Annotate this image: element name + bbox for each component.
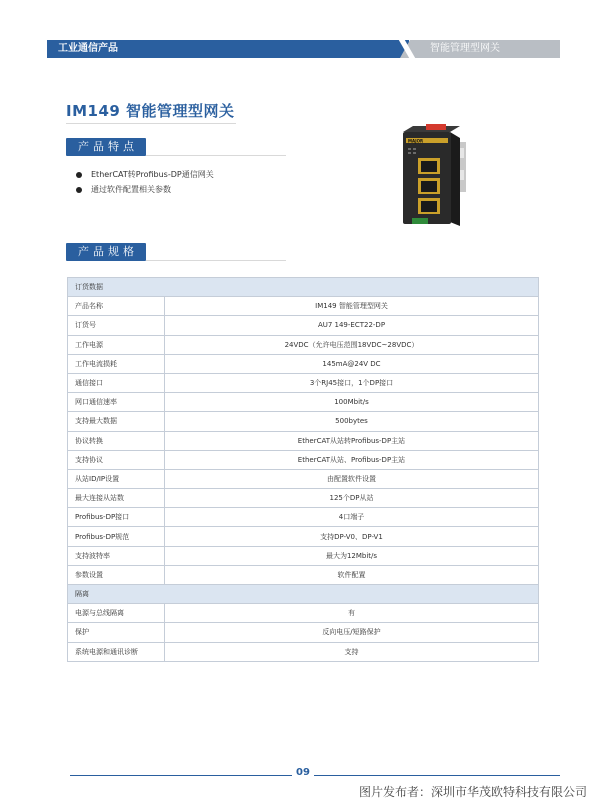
- rj45-port: [418, 178, 440, 194]
- spec-value: 3个RJ45接口，1个DP接口: [165, 373, 539, 392]
- table-row: [68, 604, 539, 623]
- table-row: [68, 469, 539, 488]
- power-terminal: [426, 124, 446, 130]
- bullet-icon: [76, 172, 82, 178]
- features-list: [76, 167, 214, 197]
- spec-value: 支持DP-V0、DP-V1: [165, 527, 539, 546]
- spec-value: AU7 149-ECT22-DP: [165, 316, 539, 335]
- feature-text: 通过软件配置相关参数: [91, 185, 171, 194]
- spec-name: 网口通信速率: [68, 393, 165, 412]
- bullet-icon: [76, 187, 82, 193]
- rj45-port: [418, 198, 440, 214]
- dp-terminal: [412, 218, 428, 224]
- spec-value: EtherCAT从站、Profibus-DP主站: [165, 450, 539, 469]
- table-row: [68, 335, 539, 354]
- table-row: [68, 393, 539, 412]
- spec-name: 支持波特率: [68, 546, 165, 565]
- spec-name: 参数设置: [68, 565, 165, 584]
- list-item: [76, 182, 214, 197]
- spec-value: EtherCAT从站转Profibus-DP主站: [165, 431, 539, 450]
- rj45-port: [418, 158, 440, 174]
- spec-heading: 产品规格: [66, 243, 146, 261]
- table-row: [68, 565, 539, 584]
- spec-name: 从站ID/IP设置: [68, 469, 165, 488]
- spec-name: 支持协议: [68, 450, 165, 469]
- spec-value: 100Mbit/s: [165, 393, 539, 412]
- spec-name: 电源与总线隔离: [68, 604, 165, 623]
- spec-name: 订货号: [68, 316, 165, 335]
- spec-name: 系统电源和通讯诊断: [68, 642, 165, 661]
- gateway-device-image: [398, 122, 472, 228]
- table-row: [68, 623, 539, 642]
- spec-name: 工作电流损耗: [68, 354, 165, 373]
- spec-value: 有: [165, 604, 539, 623]
- spec-name: 产品名称: [68, 297, 165, 316]
- spec-value: 125个DP从站: [165, 489, 539, 508]
- spec-name: 协议转换: [68, 431, 165, 450]
- image-credit: 图片发布者：深圳市华茂欧特科技有限公司: [358, 785, 587, 799]
- spec-value: 最大为12Mbit/s: [165, 546, 539, 565]
- table-row: [68, 642, 539, 661]
- table-group-row: [68, 585, 539, 604]
- table-row: [68, 412, 539, 431]
- header-subsection-title: 智能管理型网关: [430, 43, 500, 54]
- features-heading-line: [146, 155, 286, 156]
- spec-value: 支持: [165, 642, 539, 661]
- table-row: [68, 450, 539, 469]
- spec-name: 保护: [68, 623, 165, 642]
- spec-name: 最大连接从站数: [68, 489, 165, 508]
- spec-name: 工作电源: [68, 335, 165, 354]
- spec-name: 支持最大数据: [68, 412, 165, 431]
- table-row: [68, 527, 539, 546]
- spec-table: [67, 277, 539, 662]
- spec-value: IM149 智能管理型网关: [165, 297, 539, 316]
- page-number: 09: [292, 767, 314, 778]
- footer-line: [70, 775, 560, 776]
- title-underline: [66, 123, 236, 124]
- spec-name: 通信接口: [68, 373, 165, 392]
- table-row: [68, 316, 539, 335]
- table-row: [68, 431, 539, 450]
- spec-heading-line: [146, 260, 286, 261]
- spec-name: Profibus-DP规范: [68, 527, 165, 546]
- spec-value: 500bytes: [165, 412, 539, 431]
- table-group-row: [68, 278, 539, 297]
- spec-value: 反向电压/短路保护: [165, 623, 539, 642]
- spec-value: 4口端子: [165, 508, 539, 527]
- table-row: [68, 546, 539, 565]
- spec-name: Profibus-DP接口: [68, 508, 165, 527]
- page-title: IM149 智能管理型网关: [66, 102, 235, 120]
- features-heading: 产品特点: [66, 138, 146, 156]
- spec-value: 由配置软件设置: [165, 469, 539, 488]
- list-item: [76, 167, 214, 182]
- spec-value: 软件配置: [165, 565, 539, 584]
- table-row: [68, 508, 539, 527]
- header-section-title: 工业通信产品: [58, 43, 118, 54]
- group-title: 订货数据: [68, 278, 539, 297]
- table-row: [68, 354, 539, 373]
- table-row: [68, 373, 539, 392]
- table-row: [68, 297, 539, 316]
- spec-value: 24VDC（允许电压范围18VDC~28VDC）: [165, 335, 539, 354]
- table-row: [68, 489, 539, 508]
- group-title: 隔离: [68, 585, 539, 604]
- spec-value: 145mA@24V DC: [165, 354, 539, 373]
- feature-text: EtherCAT转Profibus-DP通信网关: [91, 170, 214, 179]
- brand-text: MAJOR: [408, 138, 424, 144]
